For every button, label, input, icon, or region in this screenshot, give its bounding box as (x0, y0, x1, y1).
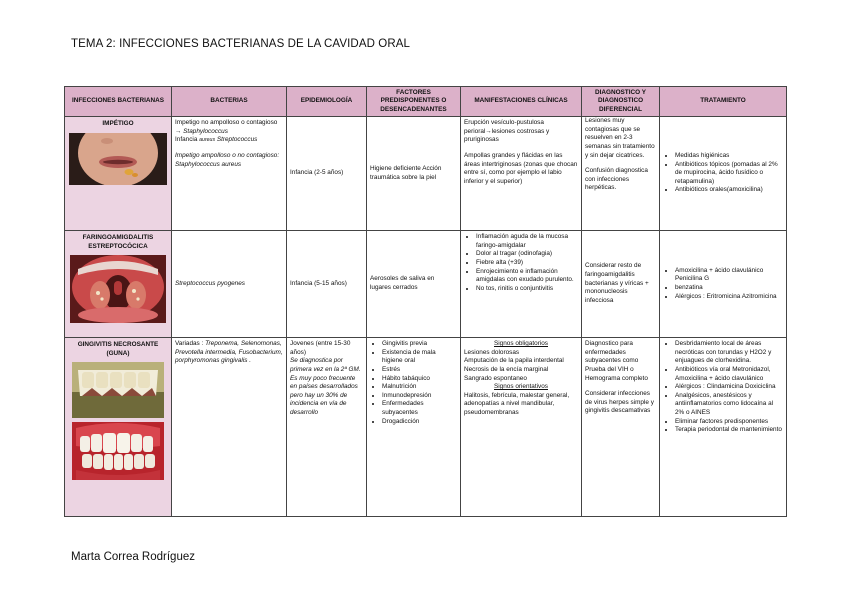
factors-cell: Aerosoles de saliva en lugares cerrados (367, 231, 461, 338)
bacteria-species: Staphylococcus (183, 127, 228, 135)
list-item: • Enfermedades subyacentes (382, 400, 457, 417)
list-item: • benzatina (675, 284, 783, 293)
header-diagnostico: DIAGNOSTICO Y DIAGNOSTICO DIFERENCIAL (582, 87, 660, 117)
list-item: • Estrés (382, 366, 457, 375)
epidemiology-text: Se diagnostica por primera vez en la 2ª GM. Es muy poco frecuente en países desarrollados pero hay un 30% de incidencia en vía de desarrollo (290, 357, 361, 417)
manifestation-text: Amputación de la papila interdental (464, 357, 564, 365)
table-row (65, 117, 787, 231)
manifestations-cell (461, 117, 582, 231)
diagnosis-text: Lesiones muy contagiosas que se resuelven en 2-3 semanas sin tratamiento y sin dejar cicatrices. (585, 117, 655, 159)
list-item: • Antibióticos orales(amoxicilina) (675, 186, 783, 195)
disease-cell-faringoamigdalitis (65, 231, 172, 338)
list-item: • Terapia periodontal de mantenimiento (675, 426, 783, 435)
manifestations-cell (461, 338, 582, 517)
infections-table (64, 86, 787, 517)
list-item: • Antibióticos tópicos (pomadas al 2% de mupirocina, ácido fusídico o retapamulina) (675, 161, 783, 187)
list-item: • Medidas higiénicas (675, 152, 783, 161)
list-item: • Existencia de mala higiene oral (382, 349, 457, 366)
table-header-row (65, 87, 787, 117)
bacteria-line: Impetigo ampolloso o no contagioso: Staphylococcus aureus (175, 151, 280, 168)
author-footer: Marta Correa Rodríguez (71, 551, 195, 563)
list-item: • Analgésicos, anestésicos y antiinflamatorios como lidocaína al 2% o AINES (675, 392, 783, 418)
gums-photo (72, 422, 164, 480)
diagnosis-text: Diagnostico para enfermedades subyacentes como Prueba del VIH o Hemograma completo (585, 340, 648, 382)
document-title: TEMA 2: INFECCIONES BACTERIANAS DE LA CAVIDAD ORAL (71, 38, 411, 50)
list-item: • Antibióticos vía oral Metronidazol, Amoxicilina + ácido clavulánico (675, 366, 783, 383)
signs-heading: Signos orientativos (494, 383, 548, 391)
bacteria-species: Streptococcus (216, 136, 258, 144)
list-item: • Alérgicos : Clindamicina Doxiciclina (675, 383, 783, 392)
list-item: • Gingivitis previa (382, 340, 457, 349)
list-item: • Hábito tabáquico (382, 375, 457, 384)
bacteria-cell: Streptococcus pyogenes (172, 231, 287, 338)
bacteria-species: Treponema, Selenomonas, Prevotella intermedia, Fusobacterium, porphyromonas gingivalis . (175, 340, 283, 365)
disease-cell-impetigo (65, 117, 172, 231)
header-factores: FACTORES PREDISPONENTES O DESENCADENANTES (367, 87, 461, 117)
gingivitis-photo (72, 362, 164, 418)
treatment-cell (660, 338, 787, 517)
epidemiology-text: Jovenes (entre 15-30 años) (290, 340, 351, 356)
diagnosis-text: Considerar infecciones de virus herpes simple y gingivitis descamativas (585, 390, 654, 415)
factors-cell: Higiene deficiente Acción traumática sobre la piel (367, 117, 461, 231)
treatment-cell (660, 231, 787, 338)
epidemiology-cell: Infancia (5-15 años) (287, 231, 367, 338)
list-item: • Inflamación aguda de la mucosa faringo-amigdalar (476, 233, 578, 250)
manifestation-text: Ampollas grandes y flácidas en las áreas intertriginosas (zonas que chocan entre sí, como por ejemplo el labio inferior y el superior) (464, 151, 578, 185)
treatment-cell (660, 117, 787, 231)
diagnosis-cell (582, 338, 660, 517)
throat-photo (70, 255, 166, 323)
epidemiology-cell (287, 338, 367, 517)
impetigo-photo (69, 133, 167, 185)
table-row (65, 231, 787, 338)
diagnosis-cell (582, 117, 660, 231)
epidemiology-cell: Infancia (2-5 años) (287, 117, 367, 231)
disease-name: IMPÉTIGO (102, 120, 134, 127)
arrow-icon: → (175, 127, 182, 135)
header-epidemiologia: EPIDEMIOLOGÍA (287, 87, 367, 117)
header-infecciones: INFECCIONES BACTERIANAS (65, 87, 172, 117)
manifestation-text: Necrosis de la encía marginal (464, 365, 549, 373)
bacteria-line: Impetigo no ampolloso o contagioso (175, 119, 278, 126)
bacteria-cell (172, 117, 287, 231)
manifestation-text: Lesiones dolorosas (464, 348, 520, 356)
manifestation-text: Halitosis, febrícula, malestar general, adenopatías a nivel mandibular, pseudomembranas (464, 391, 570, 417)
bacteria-line: Variadas : (175, 340, 204, 347)
header-bacterias: BACTERIAS (172, 87, 287, 117)
signs-heading: Signos obligatorios (494, 340, 548, 347)
list-item: • Amoxicilina + ácido clavulánico Penicilina G (675, 267, 783, 284)
list-item: • Drogadicción (382, 418, 457, 427)
list-item: • Eliminar factores predisponentes (675, 418, 783, 427)
disease-cell-gingivitis (65, 338, 172, 517)
factors-cell (367, 338, 461, 517)
table-row (65, 338, 787, 517)
list-item: • Dolor al tragar (odinofagia) (476, 250, 578, 259)
list-item: • Fiebre alta (+39) (476, 259, 578, 268)
diagnosis-cell: Considerar resto de faringoamigdalitis bacterianas y víricas + mononucleosis infecciosa (582, 231, 660, 338)
manifestation-text: Erupción vesículo-pustulosa perioral→lesiones costrosas y pruriginosas (464, 119, 550, 144)
diagnosis-text: Confusión diagnostica con infecciones herpéticas. (585, 167, 648, 192)
list-item: • No tos, rinitis o conjuntivitis (476, 285, 578, 294)
list-item: • Inmunodepresión (382, 392, 457, 401)
manifestations-cell (461, 231, 582, 338)
bacteria-line: Infancia (175, 136, 198, 144)
disease-name: FARINGOAMIGDALITIS ESTREPTOCÓCICA (82, 234, 154, 250)
header-manifestaciones: MANIFESTACIONES CLÍNICAS (461, 87, 582, 117)
list-item: • Malnutrición (382, 383, 457, 392)
list-item: • Desbridamiento local de áreas necróticas con torundas y H2O2 y enjuagues de clorhexidina. (675, 340, 783, 366)
list-item: • Alérgicos : Eritromicina Azitromicina (675, 293, 783, 302)
list-item: • Enrojecimiento e inflamación amigdalas con exudado purulento. (476, 268, 578, 285)
bacteria-cell (172, 338, 287, 517)
disease-name: GINGIVITIS NECROSANTE (GUNA) (77, 341, 159, 357)
bacteria-species: aureus (199, 137, 216, 144)
manifestation-text: Sangrado espontaneo (464, 374, 527, 382)
header-tratamiento: TRATAMIENTO (660, 87, 787, 117)
